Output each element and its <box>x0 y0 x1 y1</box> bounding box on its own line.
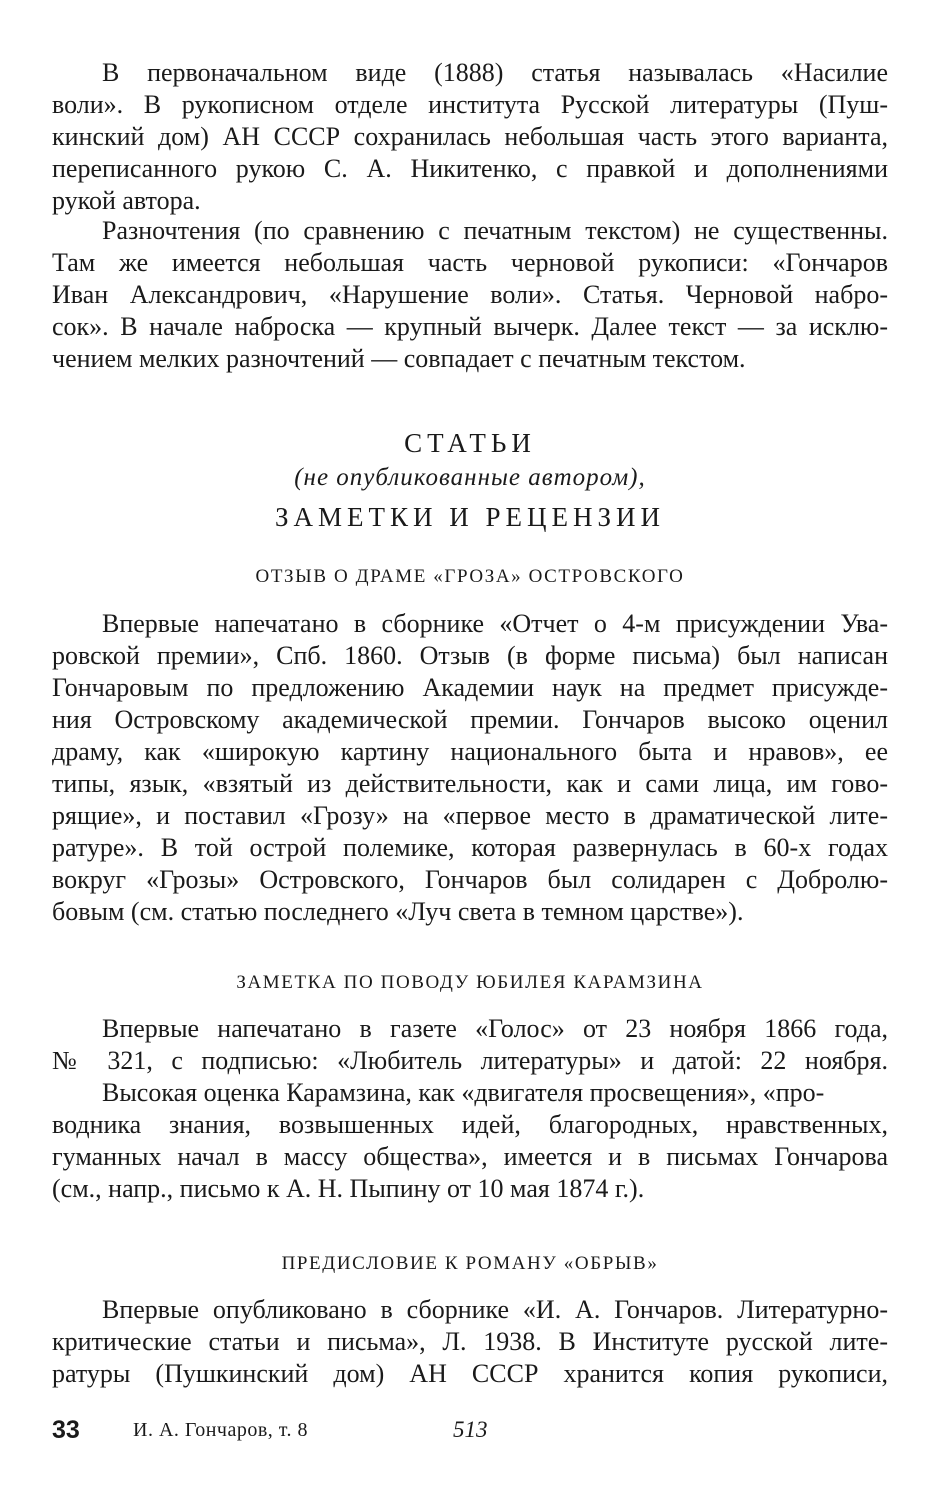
text-line: В первоначальном виде (1888) статья называлась «Насилие <box>102 58 888 87</box>
text-line: гуманных начал в массу общества», имеется и в письмах Гончарова <box>52 1142 888 1171</box>
text-line: типы, язык, «взятый из действительности, как и сами лица, им гово- <box>52 769 888 798</box>
page-number: 513 <box>453 1417 488 1442</box>
section-title: СТАТЬИ <box>404 428 536 458</box>
text-line: ния Островскому академической премии. Гончаров высоко оценил <box>52 705 888 734</box>
section-subtitle: (не опубликованные автором), <box>294 464 646 491</box>
text-line: рукой автора. <box>52 186 201 215</box>
text-line: Разночтения (по сравнению с печатным текстом) не существенны. <box>102 216 888 245</box>
text-line: ровской премии», Спб. 1860. Отзыв (в форме письма) был написан <box>52 641 888 670</box>
text-line: № 321, с подписью: «Любитель литературы» и датой: 22 ноября. <box>52 1046 888 1075</box>
article-title: ОТЗЫВ О ДРАМЕ «ГРОЗА» ОСТРОВСКОГО <box>255 566 685 587</box>
section-title-2: ЗАМЕТКИ И РЕЦЕНЗИИ <box>274 502 666 532</box>
text-line: Там же имеется небольшая часть черновой рукописи: «Гончаров <box>52 248 888 277</box>
text-line: вокруг «Грозы» Островского, Гончаров был солидарен с Добролю- <box>52 865 888 894</box>
text-line: (см., напр., письмо к А. Н. Пыпину от 10 мая 1874 г.). <box>52 1174 645 1203</box>
signature-mark: 33 <box>52 1416 80 1444</box>
text-line: Впервые напечатано в сборнике «Отчет о 4-м присуждении Ува- <box>102 609 888 638</box>
text-line: чением мелких разночтений — совпадает с печатным текстом. <box>52 344 746 373</box>
text-line: воли». В рукописном отделе института Русской литературы (Пуш- <box>52 90 888 119</box>
text-line: ратуры (Пушкинский дом) АН СССР хранится копия рукописи, <box>52 1359 888 1388</box>
text-line: бовым (см. статью последнего «Луч света в темном царстве»). <box>52 897 744 926</box>
text-line: Высокая оценка Карамзина, как «двигателя просвещения», «про- <box>102 1078 825 1107</box>
running-head: И. А. Гончаров, т. 8 <box>133 1419 309 1441</box>
text-line: кинский дом) АН СССР сохранилась небольшая часть этого варианта, <box>52 122 888 151</box>
text-line: критические статьи и письма», Л. 1938. В Институте русской лите- <box>52 1327 888 1356</box>
text-line: Впервые опубликовано в сборнике «И. А. Гончаров. Литературно- <box>102 1295 888 1324</box>
text-line: Иван Александрович, «Нарушение воли». Статья. Черновой набро- <box>52 280 888 309</box>
text-line: сок». В начале наброска — крупный вычерк. Далее текст — за исклю- <box>52 312 888 341</box>
text-line: рящие», и поставил «Грозу» на «первое место в драматической лите- <box>52 801 888 830</box>
text-line: Гончаровым по предложению Академии наук на предмет присужде- <box>52 673 888 702</box>
text-line: Впервые напечатано в газете «Голос» от 23 ноября 1866 года, <box>102 1014 888 1043</box>
article-title: ЗАМЕТКА ПО ПОВОДУ ЮБИЛЕЯ КАРАМЗИНА <box>236 972 704 993</box>
text-line: водника знания, возвышенных идей, благородных, нравственных, <box>52 1110 888 1139</box>
text-line: драму, как «широкую картину национального быта и нравов», ее <box>52 737 888 766</box>
text-line: переписанного рукою С. А. Никитенко, с правкой и дополнениями <box>52 154 888 183</box>
text-line: ратуре». В той острой полемике, которая развернулась в 60-х годах <box>52 833 888 862</box>
article-title: ПРЕДИСЛОВИЕ К РОМАНУ «ОБРЫВ» <box>281 1253 659 1274</box>
